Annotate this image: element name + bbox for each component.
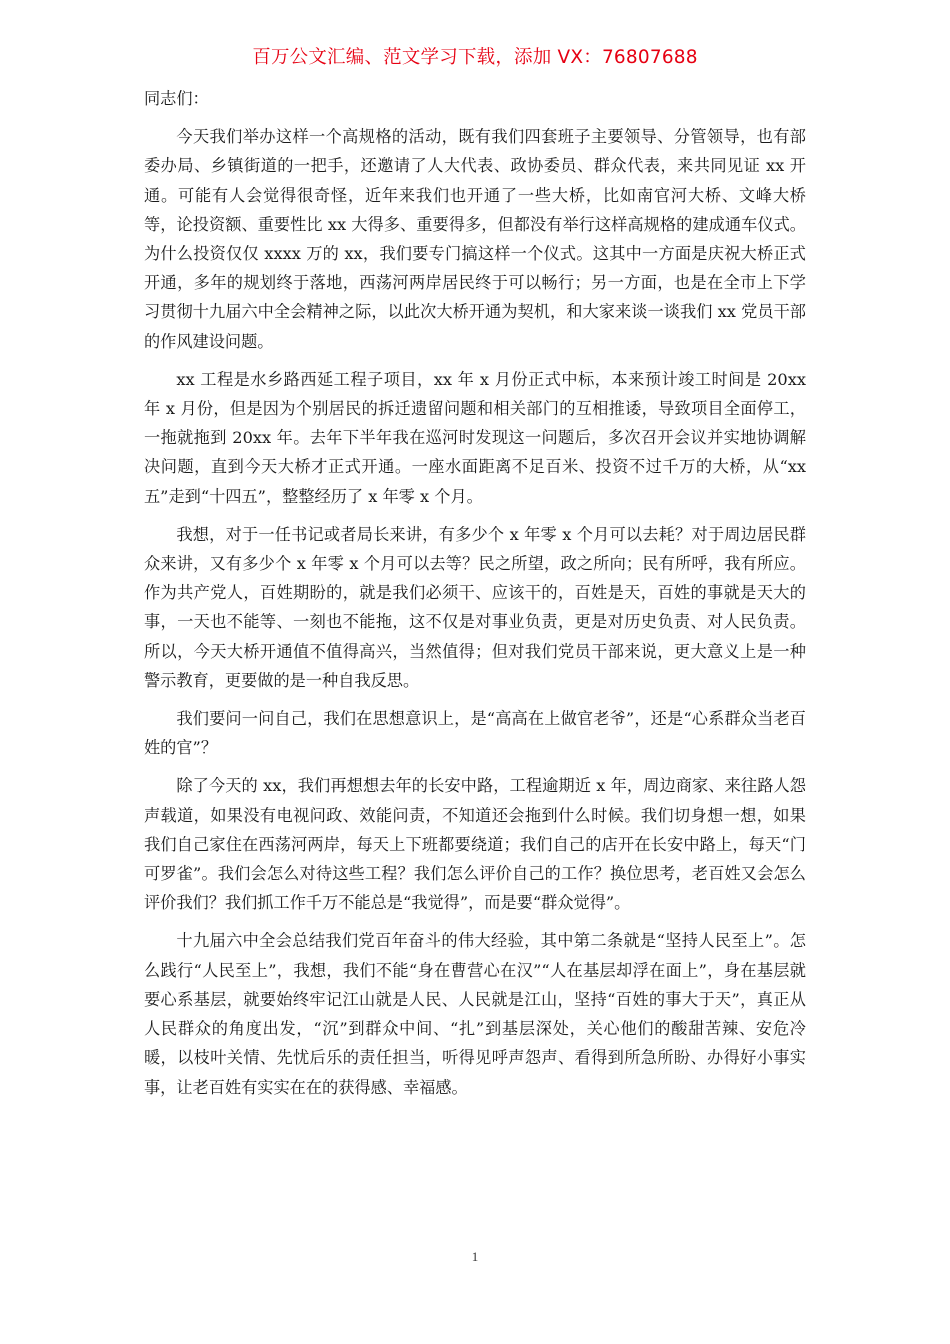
paragraph-2: xx 工程是水乡路西延工程子项目，xx 年 x 月份正式中标，本来预计竣工时间是 20xx 年 x 月份，但是因为个别居民的拆迁遗留问题和相关部门的互相推诿，导致项目全面停工，一拖就拖到 20xx 年。去年下半年我在巡河时发现这一问题后，多次召开会议并实地协调解决问题，直到今天大桥才正式开通。一座水面距离不足百米、投资不过千万的大桥，从“xx 五”走到“十四五”，整整经历了 x 年零 x 个月。 <box>144 369 806 506</box>
document-body <box>144 84 806 1111</box>
paragraph-6: 十九届六中全会总结我们党百年奋斗的伟大经验，其中第二条就是“坚持人民至上”。怎么践行“人民至上”，我想，我们不能“身在曹营心在汉”“人在基层却浮在面上”，身在基层就要心系基层，就要始终牢记江山就是人民、人民就是江山，坚持“百姓的事大于天”，真正从人民群众的角度出发，“沉”到群众中间、“扎”到基层深处，关心他们的酸甜苦辣、安危冷暖，以枝叶关情、先忧后乐的责任担当，听得见呼声怨声、看得到所急所盼、办得好小事实事，让老百姓有实实在在的获得感、幸福感。 <box>144 931 806 1097</box>
page-number: 1 <box>471 1249 479 1264</box>
salutation: 同志们： <box>144 89 209 108</box>
header-banner: 百万公文汇编、范文学习下载，添加 VX：76807688 <box>252 47 698 68</box>
paragraph-1: 今天我们举办这样一个高规格的活动，既有我们四套班子主要领导、分管领导，也有部委办局、乡镇街道的一把手，还邀请了人大代表、政协委员、群众代表，来共同见证 xx 开通。可能有人会觉得很奇怪，近年来我们也开通了一些大桥，比如南官河大桥、文峰大桥等，论投资额、重要性比 xx 大得多、重要得多，但都没有举行这样高规格的建成通车仪式。为什么投资仅仅 xxxx 万的 xx，我们要专门搞这样一个仪式。这其中一方面是庆祝大桥正式开通，多年的规划终于落地，西荡河两岸居民终于可以畅行；另一方面，也是在全市上下学习贯彻十九届六中全会精神之际，以此次大桥开通为契机，和大家来谈一谈我们 xx 党员干部的作风建设问题。 <box>144 127 806 351</box>
paragraph-4: 我们要问一问自己，我们在思想意识上，是“高高在上做官老爷”，还是“心系群众当老百姓的官”？ <box>144 709 806 758</box>
paragraph-3: 我想，对于一任书记或者局长来讲，有多少个 x 年零 x 个月可以去耗？对于周边居民群众来讲，又有多少个 x 年零 x 个月可以去等？民之所望，政之所向；民有所呼，我有所应。作为共产党人，百姓期盼的，就是我们必须干、应该干的，百姓是天，百姓的事就是天大的事，一天也不能等、一刻也不能拖，这不仅是对事业负责，更是对历史负责、对人民负责。所以，今天大桥开通值不值得高兴，当然值得；但对我们党员干部来说，更大意义上是一种警示教育，更要做的是一种自我反思。 <box>144 524 806 690</box>
paragraph-5: 除了今天的 xx，我们再想想去年的长安中路，工程逾期近 x 年，周边商家、来往路人怨声载道，如果没有电视问政、效能问责，不知道还会拖到什么时候。我们切身想一想，如果我们自己家住在西荡河两岸，每天上下班都要绕道；我们自己的店开在长安中路上，每天“门可罗雀”。我们会怎么对待这些工程？我们怎么评价自己的工作？换位思考，老百姓又会怎么评价我们？我们抓工作千万不能总是“我觉得”，而是要“群众觉得”。 <box>144 776 806 913</box>
